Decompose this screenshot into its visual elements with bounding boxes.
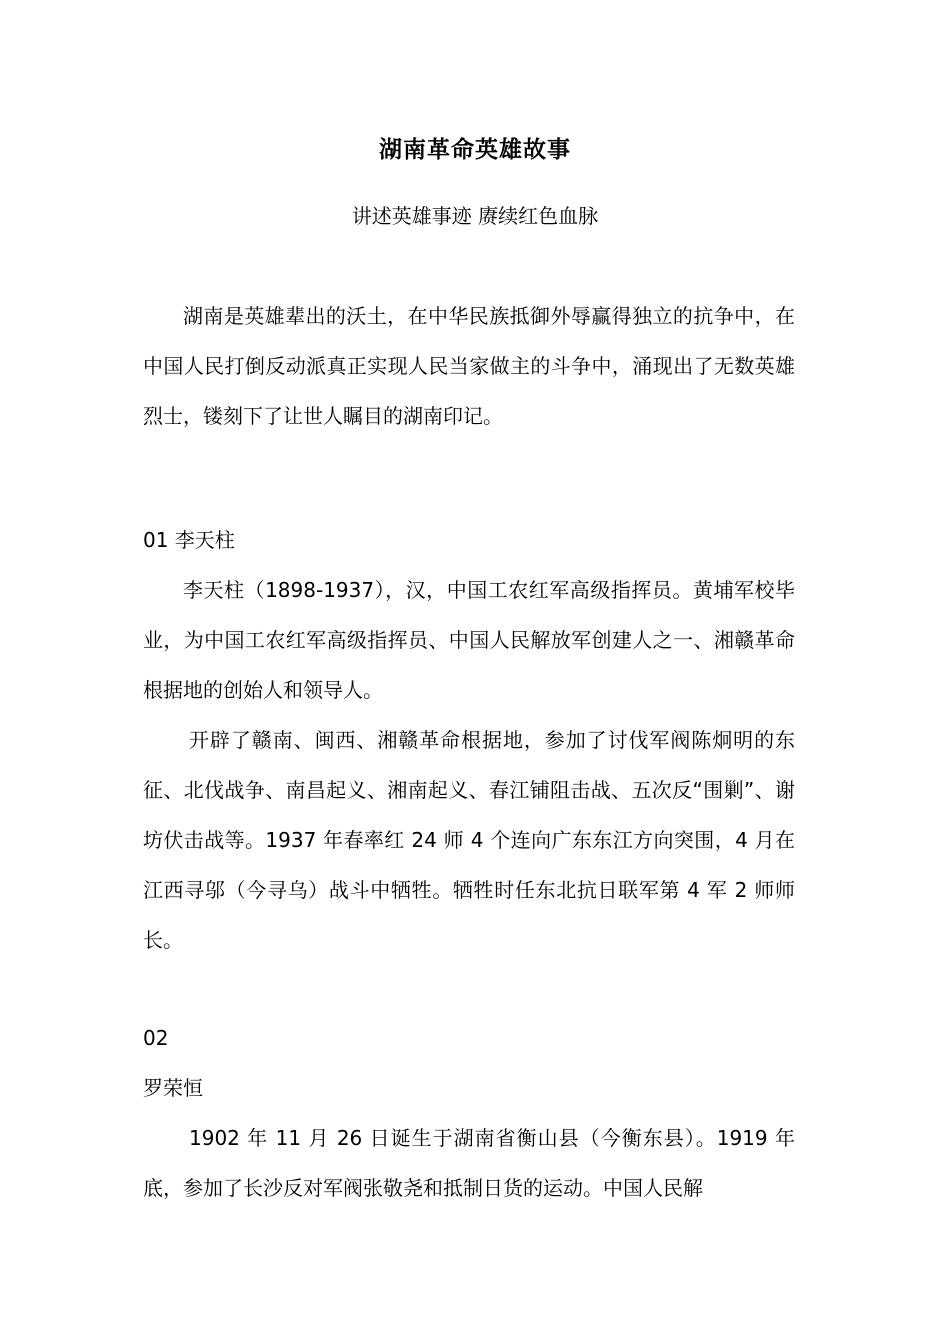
section-paragraph: 李天柱（1898-1937），汉，中国工农红军高级指挥员。黄埔军校毕业，为中国工农红军高级指挥员、中国人民解放军创建人之一、湘赣革命根据地的创始人和领导人。 (143, 578, 795, 702)
section-paragraph: 1902 年 11 月 26 日诞生于湖南省衡山县（今衡东县）。1919 年底，参加了长沙反对军阀张敬尧和抵制日货的运动。中国人民解 (143, 1126, 795, 1200)
document-title: 湖南革命英雄故事 (379, 137, 571, 163)
document-subtitle: 讲述英雄事迹 赓续红色血脉 (351, 204, 599, 228)
section-heading: 罗荣恒 (143, 1076, 203, 1100)
section-01 (143, 515, 795, 965)
section-02 (143, 1013, 795, 1213)
section-number: 02 (143, 1026, 169, 1050)
intro-block (143, 291, 795, 441)
section-paragraph: 开辟了赣南、闽西、湘赣革命根据地，参加了讨伐军阀陈炯明的东征、北伐战争、南昌起义、湘南起义、春江铺阻击战、五次反“围剿”、谢坊伏击战等。1937 年春率红 24 师 4 个连向广东东江方向突围，4 月在江西寻邬（今寻乌）战斗中牺牲。牺牲时任东北抗日联军第 4 军 2 师师长。 (143, 728, 795, 952)
section-heading: 01 李天柱 (143, 528, 235, 552)
intro-paragraph: 湖南是英雄辈出的沃土，在中华民族抵御外辱赢得独立的抗争中，在中国人民打倒反动派真正实现人民当家做主的斗争中，涌现出了无数英雄烈士，镂刻下了让世人瞩目的湖南印记。 (143, 304, 795, 428)
